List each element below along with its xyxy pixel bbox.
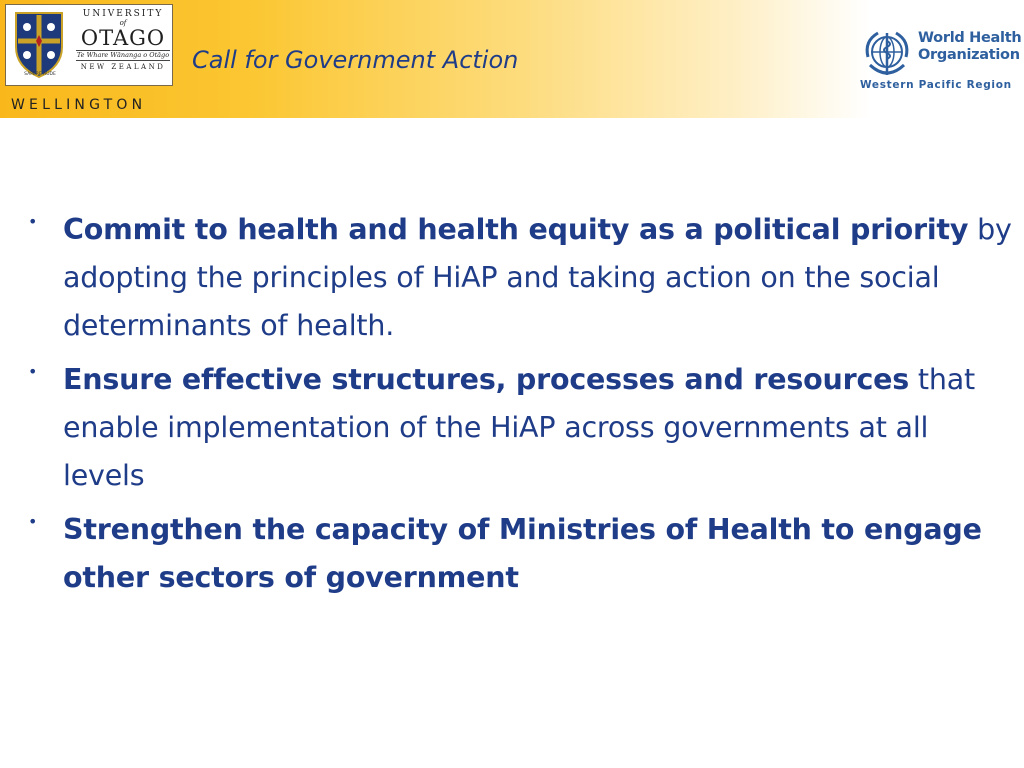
bullet-normal-text: that enable implementation of the HiAP across governments at all levels (63, 363, 975, 492)
bullet-item (24, 506, 1014, 602)
who-name-line2: Organization (918, 47, 1020, 63)
who-emblem-icon (860, 27, 914, 81)
bullet-item (24, 356, 1014, 500)
bullet-normal-text: by adopting the principles of HiAP and taking action on the social determinants of health. (63, 213, 1012, 342)
otago-motto: SAPERE AUDE (24, 72, 56, 77)
bullet-text (63, 363, 975, 492)
who-logo-text (918, 30, 1021, 64)
otago-name-label: OTAGO (80, 26, 166, 50)
otago-of-label: of (119, 19, 127, 27)
bullet-bold-text: Strengthen the capacity of Ministries of Health to engage other sectors of government (63, 513, 982, 594)
otago-wordmark (76, 9, 170, 73)
bullet-list (24, 206, 1014, 608)
bullet-bold-text: Ensure effective structures, processes and resources (63, 363, 910, 396)
who-name-line1: World Health (918, 30, 1022, 46)
who-region-label: Western Pacific Region (860, 79, 1012, 91)
bullet-icon: • (28, 212, 38, 231)
otago-crest-icon (14, 11, 64, 79)
otago-logo (5, 4, 173, 86)
otago-university-label: UNIVERSITY (82, 9, 164, 19)
bullet-icon: • (28, 512, 38, 531)
bullet-item (24, 206, 1014, 350)
bullet-text (63, 513, 982, 594)
otago-maori-label: Te Whare Wānanga o Otāgo (76, 51, 170, 59)
bullet-bold-text: Commit to health and health equity as a political priority (63, 213, 969, 246)
otago-country-label: NEW ZEALAND (80, 63, 166, 71)
bullet-icon: • (28, 362, 38, 381)
slide-title: Call for Government Action (192, 46, 519, 74)
bullet-text (63, 213, 1012, 342)
campus-label: WELLINGTON (11, 97, 147, 113)
